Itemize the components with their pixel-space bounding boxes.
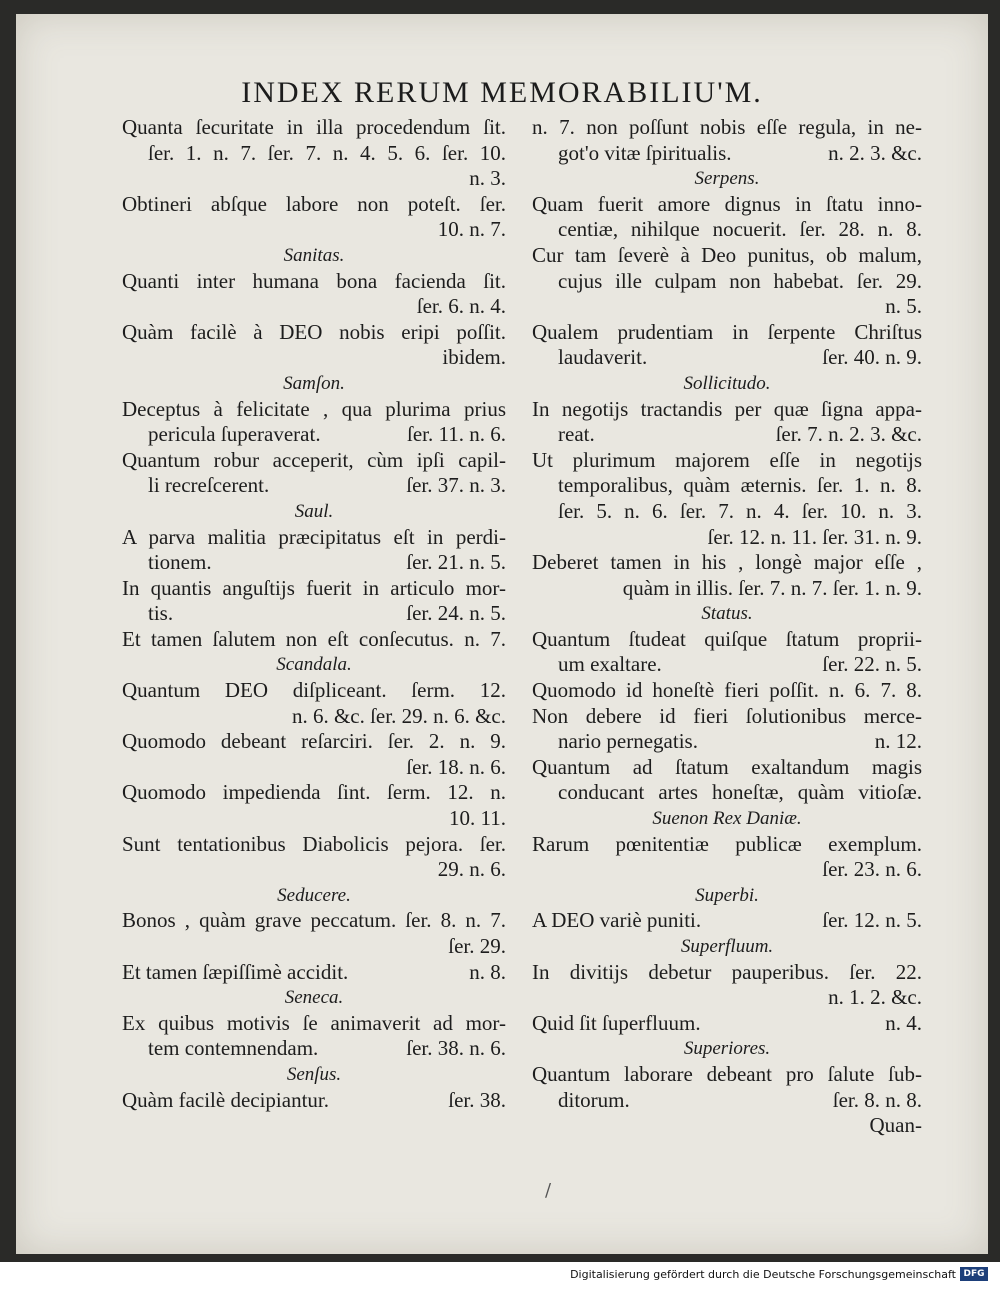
right-continuation-line: cujus ille culpam non habebat. ſer. 29. <box>558 268 922 293</box>
left-entry-line: A parva malitia præcipitatus eſt in perdi- <box>122 524 506 549</box>
right-entry-line: Rarum pœnitentiæ publicæ exemplum. <box>532 831 922 856</box>
left-heading: Seducere. <box>277 884 351 906</box>
right-continuation-line: conducant artes honeſtæ, quàm vitioſæ. <box>558 780 922 805</box>
left-continuation-line <box>122 473 506 499</box>
entry-reference: n. 2. 3. &c. <box>828 140 922 165</box>
right-entry-line: Quam fuerit amore dignus in ſtatu inno- <box>532 191 922 216</box>
left-reference-line: 10. 11. <box>449 806 506 831</box>
entry-reference: ſer. 11. n. 6. <box>407 422 506 447</box>
left-heading: Sanitas. <box>283 244 345 266</box>
left-entry-line <box>122 1088 506 1114</box>
right-heading: Superbi. <box>695 884 759 906</box>
entry-reference: ſer. 8. n. 8. <box>832 1087 922 1112</box>
right-entry-line: Qualem prudentiam in ſerpente Chriſtus <box>532 319 922 344</box>
left-reference-line: n. 3. <box>469 166 506 191</box>
page-title: INDEX RERUM MEMORABILIU'M. <box>241 76 763 109</box>
page-mark: / <box>545 1180 552 1201</box>
left-entry-line: Quomodo impedienda ſint. ſerm. 12. n. <box>122 780 506 805</box>
left-entry-line: Quomodo debeant reſarciri. ſer. 2. n. 9. <box>122 729 506 754</box>
left-heading: Saul. <box>294 500 334 522</box>
entry-reference: ſer. 40. n. 9. <box>822 345 922 370</box>
left-entry-line <box>122 960 506 986</box>
entry-reference: n. 12. <box>874 729 922 754</box>
right-entry-line: Quantum ſtudeat quiſque ſtatum proprii- <box>532 626 922 651</box>
left-continuation-line: ſer. 1. n. 7. ſer. 7. n. 4. 5. 6. ſer. 10. <box>148 140 506 165</box>
left-reference-line: ſer. 6. n. 4. <box>416 294 506 319</box>
left-entry-line: Deceptus à felicitate , qua plurima prius <box>122 396 506 421</box>
left-entry-line: Et tamen ſalutem non eſt conſecutus. n. 7. <box>122 626 506 651</box>
right-entry-line <box>532 1011 922 1037</box>
right-heading: Serpens. <box>694 168 760 190</box>
right-entry-line: Ut plurimum majorem eſſe in negotijs <box>532 447 922 472</box>
right-continuation-line <box>532 729 922 755</box>
right-continuation-line: temporalibus, quàm æternis. ſer. 1. n. 8. <box>558 473 922 498</box>
entry-text: tionem. <box>148 550 212 575</box>
entry-text: Et tamen ſæpiſſimè accidit. <box>122 959 349 984</box>
right-heading: Status. <box>701 603 753 625</box>
entry-text: tem contemnendam. <box>148 1036 319 1061</box>
right-column <box>532 115 922 1139</box>
entry-reference: ſer. 22. n. 5. <box>822 652 922 677</box>
left-entry-line: Bonos , quàm grave peccatum. ſer. 8. n. 7. <box>122 908 506 933</box>
left-entry-line: Sunt tentationibus Diabolicis pejora. ſer. <box>122 831 506 856</box>
right-entry-line: In negotijs tractandis per quæ ſigna appa- <box>532 396 922 421</box>
right-continuation-line <box>532 652 922 678</box>
entry-reference: n. 4. <box>885 1010 922 1035</box>
left-heading: Senſus. <box>286 1063 342 1085</box>
entry-text: nario pernegatis. <box>558 729 698 754</box>
entry-text: got'o vitæ ſpiritualis. <box>558 140 732 165</box>
right-continuation-line <box>532 141 922 167</box>
left-continuation-line <box>122 601 506 627</box>
right-entry-line <box>532 908 922 934</box>
entry-text: Quàm facilè decipiantur. <box>122 1087 329 1112</box>
left-entry-line: Quantum DEO diſpliceant. ſerm. 12. <box>122 678 506 703</box>
footer-bar <box>0 1262 1000 1289</box>
left-reference-line: 29. n. 6. <box>437 857 506 882</box>
entry-text: um exaltare. <box>558 652 662 677</box>
right-reference-line: ſer. 12. n. 11. ſer. 31. n. 9. <box>707 524 922 549</box>
left-continuation-line <box>122 550 506 576</box>
right-continuation-line <box>532 345 922 371</box>
left-heading: Scandala. <box>276 654 352 676</box>
left-entry-line: Quantum robur acceperit, cùm ipſi capil- <box>122 447 506 472</box>
right-continuation-line <box>532 422 922 448</box>
right-heading: Superfluum. <box>680 936 774 957</box>
left-reference-line: n. 6. &c. ſer. 29. n. 6. &c. <box>291 703 506 728</box>
left-continuation-line <box>122 1036 506 1062</box>
entry-text: Quid ſit ſuperfluum. <box>532 1010 701 1035</box>
book-page <box>16 14 988 1254</box>
left-continuation-line <box>122 422 506 448</box>
left-column <box>122 115 506 1113</box>
entry-text: tis. <box>148 601 174 626</box>
entry-text: pericula ſuperaverat. <box>148 422 321 447</box>
right-continuation-line: centiæ, nihilque nocuerit. ſer. 28. n. 8. <box>558 217 922 242</box>
left-entry-line: Quàm facilè à DEO nobis eripi poſſit. <box>122 319 506 344</box>
left-reference-line: ibidem. <box>442 345 506 370</box>
right-reference-line: ſer. 23. n. 6. <box>822 857 922 882</box>
right-continuation-line: ſer. 5. n. 6. ſer. 7. n. 4. ſer. 10. n. 3. <box>558 498 922 523</box>
entry-reference: n. 8. <box>469 959 506 984</box>
right-entry-line: Quantum laborare debeant pro ſalute ſub- <box>532 1061 922 1086</box>
left-entry-line: Quanta ſecuritate in illa procedendum ſit. <box>122 115 506 139</box>
entry-reference: ſer. 12. n. 5. <box>822 908 922 933</box>
entry-reference: ſer. 7. n. 2. 3. &c. <box>775 422 922 447</box>
entry-text: A DEO variè puniti. <box>532 908 702 933</box>
right-reference-line: n. 1. 2. &c. <box>828 985 922 1010</box>
right-entry-line: Deberet tamen in his , longè major eſſe , <box>532 550 922 575</box>
right-entry-line: n. 7. non poſſunt nobis eſſe regula, in ne- <box>532 115 922 139</box>
entry-text: reat. <box>558 422 595 447</box>
left-heading: Seneca. <box>284 987 344 1009</box>
entry-text: ditorum. <box>558 1087 630 1112</box>
right-heading: Superiores. <box>683 1038 771 1060</box>
right-reference-line: quàm in illis. ſer. 7. n. 7. ſer. 1. n. 9. <box>622 575 922 600</box>
left-reference-line: 10. n. 7. <box>437 217 506 242</box>
right-heading: Sollicitudo. <box>683 372 771 394</box>
right-entry-line: In divitijs debetur pauperibus. ſer. 22. <box>532 959 922 984</box>
right-entry-line: Quantum ad ſtatum exaltandum magis <box>532 754 922 779</box>
right-reference-line: n. 5. <box>885 294 922 319</box>
entry-reference: ſer. 38. <box>448 1087 506 1112</box>
entry-reference: ſer. 38. n. 6. <box>406 1036 506 1061</box>
left-heading: Samſon. <box>283 372 345 394</box>
entry-reference: ſer. 37. n. 3. <box>406 473 506 498</box>
right-entry-line: Quomodo id honeſtè fieri poſſit. n. 6. 7. 8. <box>532 678 922 703</box>
entry-reference: ſer. 21. n. 5. <box>406 550 506 575</box>
right-reference-line: Quan- <box>869 1113 922 1138</box>
entry-text: li recreſcerent. <box>148 473 270 498</box>
entry-text: laudaverit. <box>558 345 648 370</box>
left-entry-line: Obtineri abſque labore non poteſt. ſer. <box>122 191 506 216</box>
dfg-logo: DFG <box>960 1267 988 1281</box>
right-heading: Suenon Rex Daniæ. <box>652 808 802 830</box>
left-reference-line: ſer. 29. <box>448 934 506 958</box>
left-entry-line: Ex quibus motivis ſe animaverit ad mor- <box>122 1010 506 1035</box>
right-entry-line: Cur tam ſeverè à Deo punitus, ob malum, <box>532 242 922 267</box>
right-entry-line: Non debere id fieri ſolutionibus merce- <box>532 703 922 728</box>
left-entry-line: In quantis anguſtijs fuerit in articulo mor- <box>122 575 506 600</box>
left-reference-line: ſer. 18. n. 6. <box>406 754 506 779</box>
funding-credit: Digitalisierung gefördert durch die Deutsche Forschungsgemeinschaft <box>570 1268 956 1281</box>
right-continuation-line <box>532 1088 922 1114</box>
left-entry-line: Quanti inter humana bona facienda ſit. <box>122 268 506 293</box>
entry-reference: ſer. 24. n. 5. <box>406 601 506 626</box>
